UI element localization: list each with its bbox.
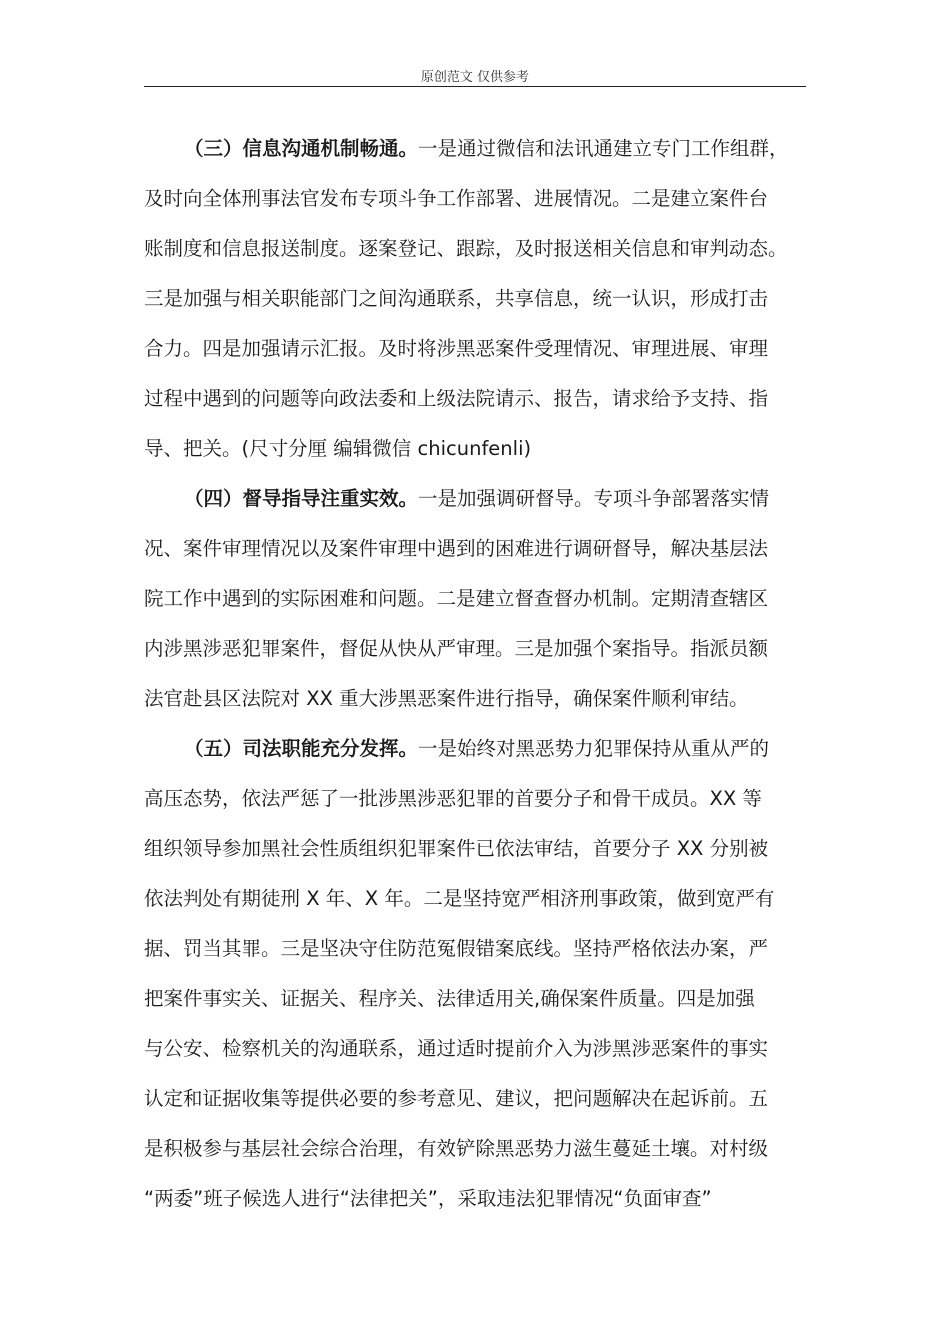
paragraph-line: 及时向全体刑事法官发布专项斗争工作部署、进展情况。二是建立案件台 (144, 187, 769, 210)
paragraph-line: “两委”班子候选人进行“法律把关”，采取违法犯罪情况“负面审查” (144, 1187, 712, 1210)
paragraph-line: 与公安、检察机关的沟通联系，通过适时提前介入为涉黑涉恶案件的事实 (144, 1037, 769, 1060)
page-header: 原创范文 仅供参考 (420, 70, 530, 85)
paragraph-text: 一是始终对黑恶势力犯罪保持从重从严的 (418, 737, 770, 760)
document-body (144, 124, 808, 1224)
paragraph-line: 三是加强与相关职能部门之间沟通联系，共享信息，统一认识，形成打击 (144, 287, 769, 310)
paragraph-line: 内涉黑涉恶犯罪案件，督促从快从严审理。三是加强个案指导。指派员额 (144, 637, 769, 660)
paragraph-heading: （五）司法职能充分发挥。 (184, 737, 419, 760)
paragraph-line (144, 474, 808, 524)
paragraph-line: 认定和证据收集等提供必要的参考意见、建议，把问题解决在起诉前。五 (144, 1087, 769, 1110)
paragraph-line: 过程中遇到的问题等向政法委和上级法院请示、报告，请求给予支持、指 (144, 387, 769, 410)
paragraph-line: 导、把关。(尺寸分厘 编辑微信 chicunfenli) (144, 437, 532, 460)
paragraph-line (144, 724, 808, 774)
paragraph-text: 一是通过微信和法讯通建立专门工作组群， (418, 137, 789, 160)
paragraph-heading: （三）信息沟通机制畅通。 (184, 137, 419, 160)
paragraph-line: 据、罚当其罪。三是坚决守住防范冤假错案底线。坚持严格依法办案，严 (144, 937, 769, 960)
header-divider (144, 86, 806, 87)
paragraph-heading: （四）督导指导注重实效。 (184, 487, 419, 510)
paragraph-line: 把案件事实关、证据关、程序关、法律适用关,确保案件质量。四是加强 (144, 987, 755, 1010)
paragraph-line: 况、案件审理情况以及案件审理中遇到的困难进行调研督导，解决基层法 (144, 537, 769, 560)
paragraph-line: 院工作中遇到的实际困难和问题。二是建立督查督办机制。定期清查辖区 (144, 587, 769, 610)
paragraph-text: 一是加强调研督导。专项斗争部署落实情 (418, 487, 770, 510)
paragraph-line: 是积极参与基层社会综合治理，有效铲除黑恶势力滋生蔓延土壤。对村级 (144, 1137, 769, 1160)
paragraph-line: 法官赴县区法院对 XX 重大涉黑恶案件进行指导，确保案件顺利审结。 (144, 687, 749, 710)
paragraph-line: 账制度和信息报送制度。逐案登记、跟踪，及时报送相关信息和审判动态。 (144, 237, 788, 260)
paragraph-line: 合力。四是加强请示汇报。及时将涉黑恶案件受理情况、审理进展、审理 (144, 337, 769, 360)
paragraph-line (144, 124, 808, 174)
paragraph-line: 高压态势，依法严惩了一批涉黑涉恶犯罪的首要分子和骨干成员。XX 等 (144, 787, 762, 810)
paragraph-line: 依法判处有期徒刑 X 年、X 年。二是坚持宽严相济刑事政策，做到宽严有 (144, 887, 775, 910)
paragraph-line: 组织领导参加黑社会性质组织犯罪案件已依法审结，首要分子 XX 分别被 (144, 837, 769, 860)
